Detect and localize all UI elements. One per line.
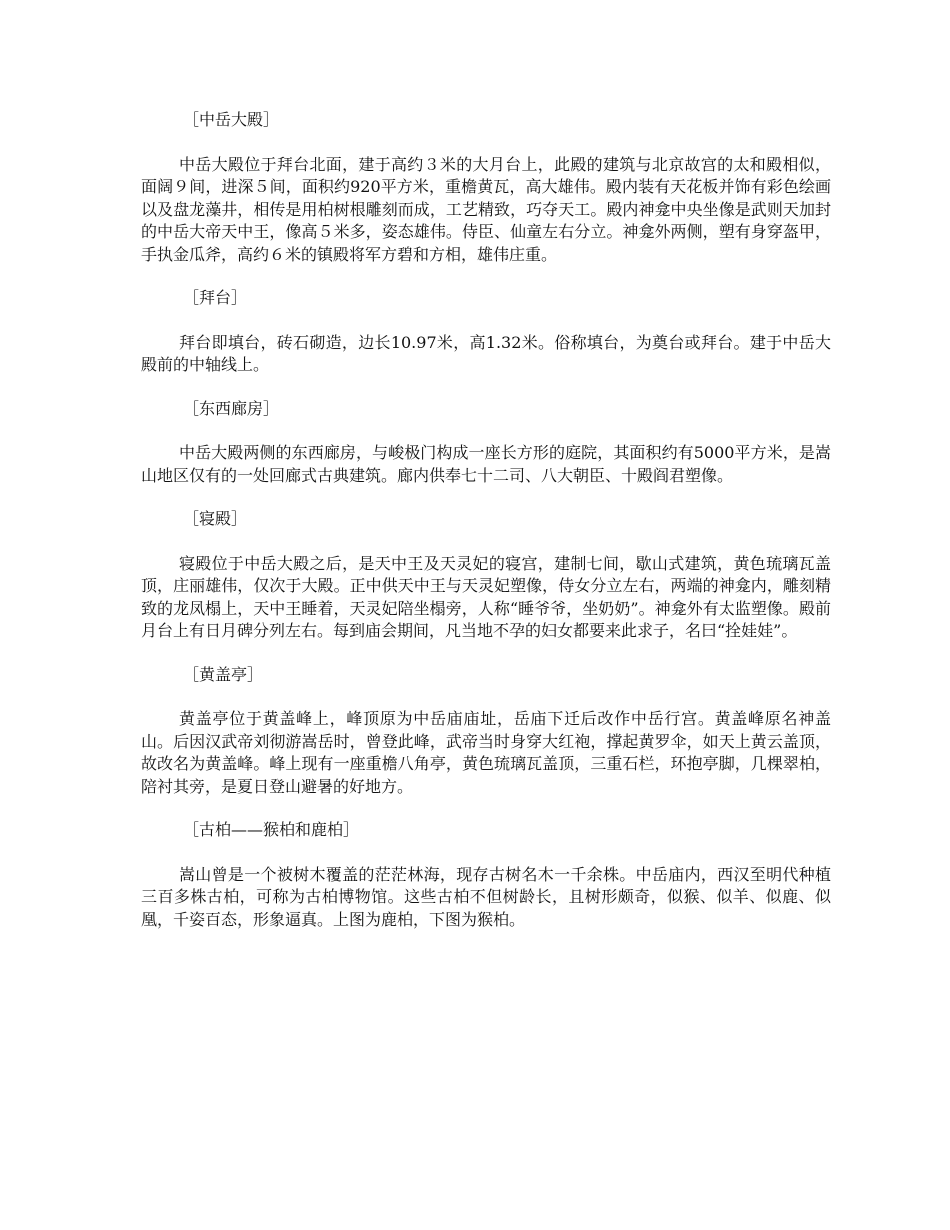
section-baitai — [141, 287, 831, 377]
document-page — [141, 109, 831, 952]
section-ancient-cypress — [141, 819, 831, 931]
section-heading: ［拜台］ — [183, 288, 248, 307]
section-paragraph: 拜台即填台，砖石砌造，边长10.97米，高1.32米。俗称填台，为奠台或拜台。建于中岳大殿前的中轴线上。 — [141, 332, 831, 374]
section-sleeping-hall — [141, 508, 831, 643]
section-paragraph: 黄盖亭位于黄盖峰上，峰顶原为中岳庙庙址，岳庙下迁后改作中岳行宫。黄盖峰原名神盖山。后因汉武帝刘彻游嵩岳时，曾登此峰，武帝当时身穿大红袍，撑起黄罗伞，如天上黄云盖顶，故改名为黄盖峰。峰上现有一座重檐八角亭，黄色琉璃瓦盖顶，三重石栏，环抱亭脚，几棵翠柏，陪衬其旁，是夏日登山避暑的好地方。 — [141, 709, 831, 796]
section-heading: ［寝殿］ — [183, 509, 248, 528]
section-paragraph: 中岳大殿位于拜台北面，建于高约３米的大月台上，此殿的建筑与北京故宫的太和殿相似，面阔９间，进深５间，面积约920平方米，重檐黄瓦，高大雄伟。殿内装有天花板并饰有彩色绘画以及盘龙藻井，相传是用柏树根雕刻而成，工艺精致，巧夺天工。殿内神龛中央坐像是武则天加封的中岳大帝天中王，像高５米多，姿态雄伟。侍臣、仙童左右分立。神龛外两侧，塑有身穿盔甲，手执金瓜斧，高约６米的镇殿将军方碧和方相，雄伟庄重。 — [141, 154, 831, 264]
section-huanggai-pavilion — [141, 664, 831, 799]
section-east-west-corridors — [141, 398, 831, 488]
section-heading: ［中岳大殿］ — [183, 110, 280, 129]
section-paragraph: 寝殿位于中岳大殿之后，是天中王及天灵妃的寝宫，建制七间，歇山式建筑，黄色琉璃瓦盖顶，庄丽雄伟，仅次于大殿。正中供天中王与天灵妃塑像，侍女分立左右，两端的神龛内，雕刻精致的龙凤榻上，天中王睡着，天灵妃陪坐榻旁，人称“睡爷爷，坐奶奶”。神龛外有太监塑像。殿前月台上有日月碑分列左右。每到庙会期间，凡当地不孕的妇女都要来此求子，名曰“拴娃娃”。 — [141, 553, 831, 640]
section-heading: ［东西廊房］ — [183, 398, 280, 418]
section-zhongyue-hall — [141, 109, 831, 266]
section-heading: ［古柏——猴柏和鹿柏］ — [183, 820, 360, 839]
section-heading: ［黄盖亭］ — [183, 664, 264, 684]
section-paragraph: 中岳大殿两侧的东西廊房，与峻极门构成一座长方形的庭院，其面积约有5000平方米，是嵩山地区仅有的一处回廊式古典建筑。廊内供奉七十二司、八大朝臣、十殿阎君塑像。 — [141, 443, 831, 485]
section-paragraph: 嵩山曾是一个被树木覆盖的茫茫林海，现存古树名木一千余株。中岳庙内，西汉至明代种植三百多株古柏，可称为古柏博物馆。这些古柏不但树龄长，且树形颇奇，似猴、似羊、似鹿、似凰，千姿百态，形象逼真。上图为鹿柏，下图为猴柏。 — [141, 864, 831, 929]
